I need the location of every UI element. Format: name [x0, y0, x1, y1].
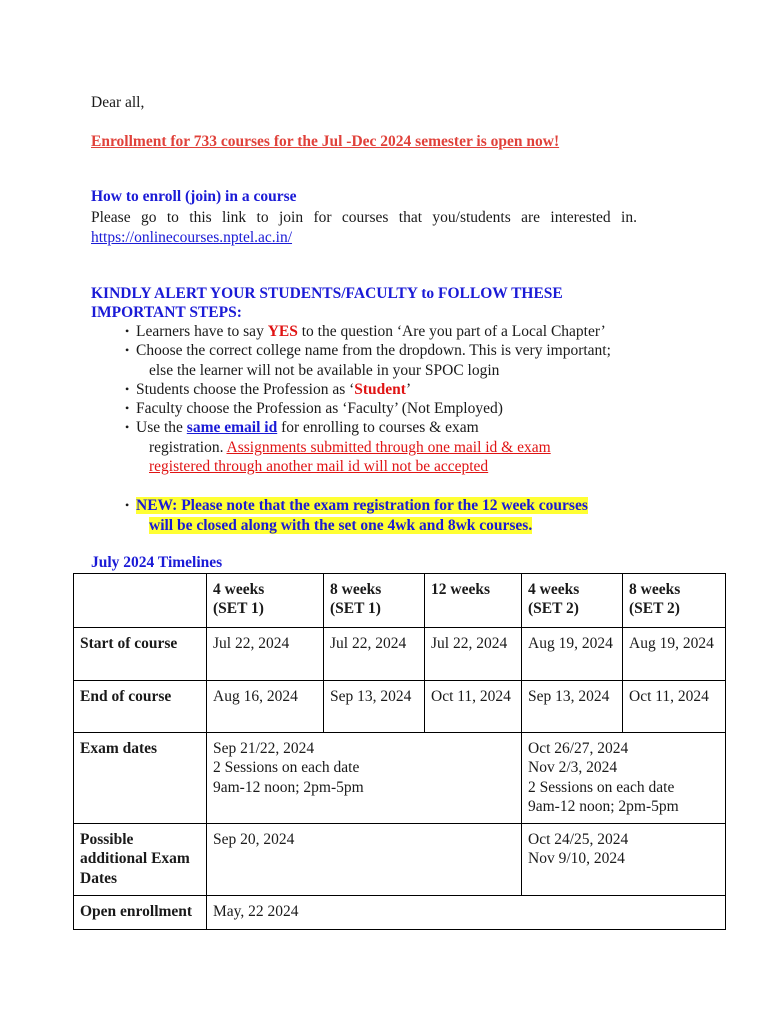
label-line: additional Exam: [80, 850, 190, 868]
row-label: End of course: [74, 681, 207, 733]
step-text: ’: [405, 380, 412, 398]
table-cell: [522, 824, 726, 896]
bullet-icon: •: [125, 498, 130, 512]
cell-line: Nov 2/3, 2024: [528, 759, 618, 777]
table-cell: Aug 19, 2024: [522, 628, 623, 681]
bullet-icon: •: [125, 420, 130, 435]
header-text: (SET 2): [528, 600, 579, 618]
cell-line: Sep 21/22, 2024: [213, 740, 315, 757]
table-cell: Sep 13, 2024: [324, 681, 425, 733]
new-note-list: [121, 496, 641, 535]
list-item: [121, 496, 641, 535]
email-warning: Assignments submitted through one mail id & exam: [226, 438, 551, 456]
table-cell: Oct 11, 2024: [623, 681, 726, 733]
table-row: [74, 628, 726, 681]
table-cell: Aug 16, 2024: [207, 681, 324, 733]
step-text: Students choose the Profession as ‘: [136, 380, 355, 398]
header-text: 4 weeks: [213, 581, 265, 598]
bullet-icon: •: [125, 381, 130, 396]
how-to-enroll-heading: How to enroll (join) in a course: [91, 188, 297, 205]
table-header: [522, 574, 623, 628]
table-cell: Jul 22, 2024: [207, 628, 324, 681]
table-row: [74, 574, 726, 628]
table-header: [324, 574, 425, 628]
nptel-courses-link[interactable]: https://onlinecourses.nptel.ac.in/: [91, 228, 293, 246]
table-row: [74, 733, 726, 824]
list-item: [121, 418, 641, 476]
timelines-table: [73, 573, 726, 930]
cell-line: 9am-12 noon; 2pm-5pm: [213, 778, 364, 796]
table-cell: [207, 733, 522, 824]
greeting: Dear all,: [91, 94, 145, 111]
cell-line: Oct 26/27, 2024: [528, 740, 629, 757]
list-item: [121, 399, 641, 418]
step-text: else the learner will not be available in your SPOC login: [149, 361, 500, 379]
cell-line: 9am-12 noon; 2pm-5pm: [528, 797, 679, 815]
step-text: Learners have to say: [136, 323, 268, 340]
header-text: 8 weeks: [629, 581, 681, 598]
list-item: [121, 380, 641, 399]
new-note-text: NEW: Please note that the exam registration for the 12 week courses: [136, 497, 588, 514]
table-cell: Sep 20, 2024: [207, 824, 522, 896]
new-note-text: will be closed along with the set one 4wk and 8wk courses.: [149, 516, 533, 534]
step-text: registration.: [149, 438, 227, 456]
table-cell: Oct 11, 2024: [425, 681, 522, 733]
table-cell: Jul 22, 2024: [425, 628, 522, 681]
row-label: Exam dates: [74, 733, 207, 824]
table-row: [74, 681, 726, 733]
cell-line: 2 Sessions on each date: [213, 759, 360, 777]
step-text: for enrolling to courses & exam: [277, 419, 479, 437]
table-header: [207, 574, 324, 628]
header-text: (SET 1): [213, 600, 264, 618]
table-cell: Aug 19, 2024: [623, 628, 726, 681]
step-text: Choose the correct college name from the dropdown. This is very important;: [136, 342, 611, 360]
timelines-heading: July 2024 Timelines: [91, 554, 223, 571]
list-item: [121, 322, 641, 341]
bullet-icon: •: [125, 324, 130, 338]
header-text: (SET 1): [330, 600, 381, 618]
yes-emphasis: YES: [267, 323, 298, 340]
step-text: Use the: [136, 419, 187, 437]
list-item: [121, 341, 641, 380]
table-cell: Jul 22, 2024: [324, 628, 425, 681]
table-cell: [522, 733, 726, 824]
table-cell: May, 22 2024: [207, 896, 726, 930]
label-line: Possible: [80, 831, 134, 848]
bullet-icon: •: [125, 401, 130, 416]
alert-heading: KINDLY ALERT YOUR STUDENTS/FACULTY to FOLLOW THESE IMPORTANT STEPS:: [91, 285, 563, 321]
row-label: [74, 824, 207, 896]
cell-line: Oct 24/25, 2024: [528, 831, 629, 848]
cell-line: 2 Sessions on each date: [528, 778, 675, 796]
how-to-enroll-text: [91, 208, 637, 247]
header-text: 4 weeks: [528, 581, 580, 598]
how-to-enroll-instructions: Please go to this link to join for courses that you/students are interested in.: [91, 209, 637, 226]
table-cell: [74, 574, 207, 628]
row-label: Start of course: [74, 628, 207, 681]
email-warning: registered through another mail id will not be accepted: [149, 458, 489, 476]
cell-line: Nov 9/10, 2024: [528, 850, 625, 868]
same-email-emphasis: same email id: [186, 419, 278, 437]
label-line: Dates: [80, 869, 118, 887]
table-header: 12 weeks: [425, 574, 522, 628]
header-text: 8 weeks: [330, 581, 382, 598]
header-text: (SET 2): [629, 600, 680, 618]
table-cell: Sep 13, 2024: [522, 681, 623, 733]
enrollment-announcement: Enrollment for 733 courses for the Jul -Dec 2024 semester is open now!: [91, 133, 560, 150]
table-header: [623, 574, 726, 628]
student-emphasis: Student: [354, 380, 406, 398]
table-row: [74, 896, 726, 930]
row-label: Open enrollment: [74, 896, 207, 930]
step-text: Faculty choose the Profession as ‘Faculty’ (Not Employed): [136, 400, 503, 418]
step-text: to the question ‘Are you part of a Local Chapter’: [297, 323, 606, 340]
table-row: [74, 824, 726, 896]
important-steps-list: [121, 322, 641, 476]
bullet-icon: •: [125, 343, 130, 358]
